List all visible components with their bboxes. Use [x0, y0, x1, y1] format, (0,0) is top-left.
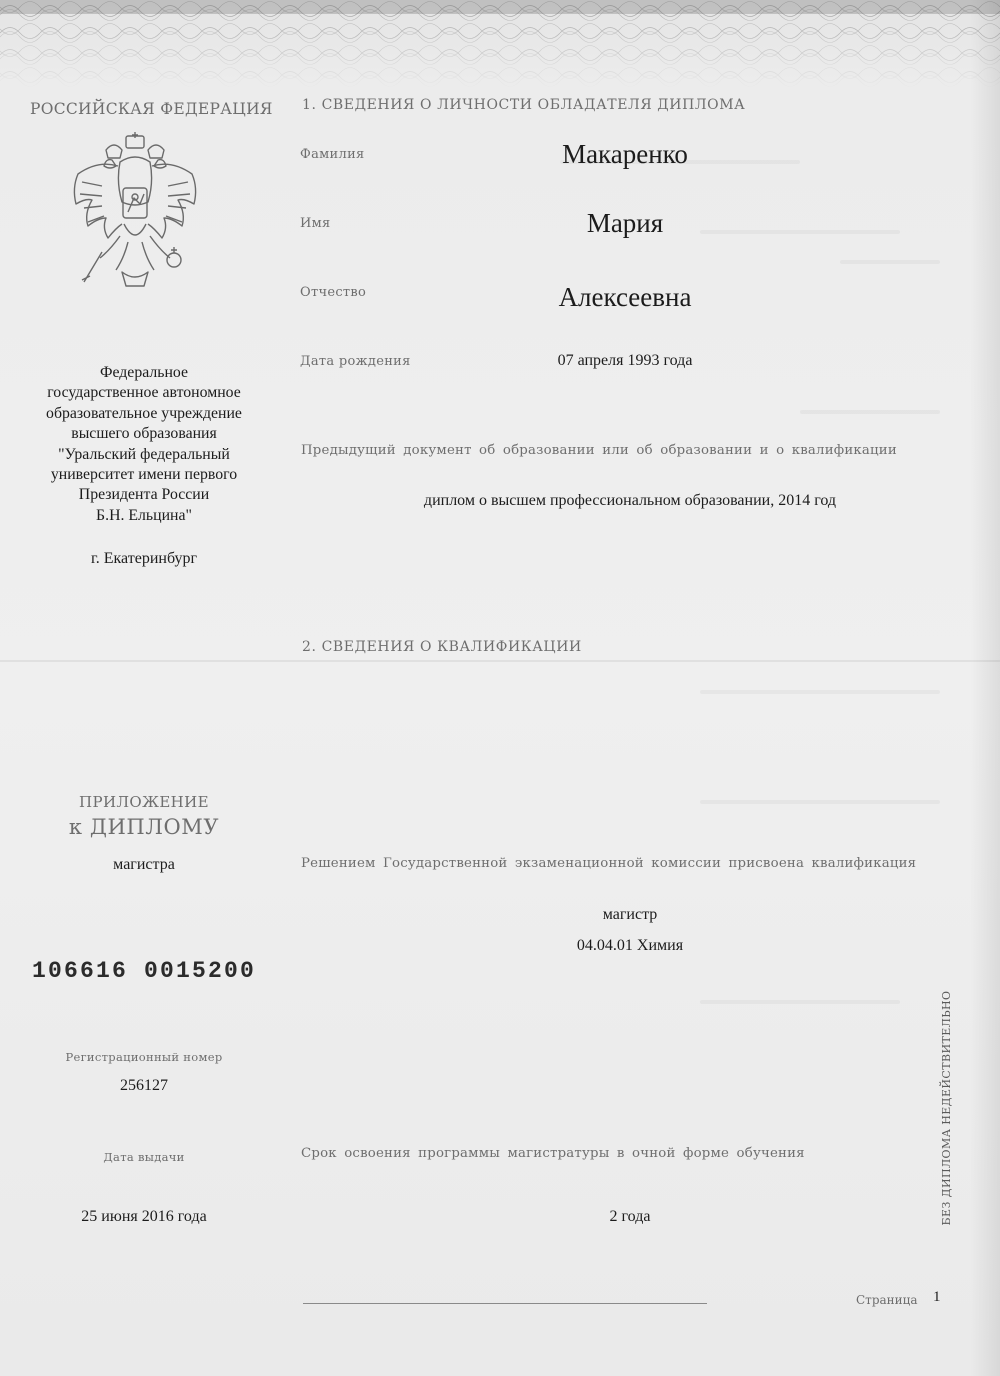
issuing-country: РОССИЙСКАЯ ФЕДЕРАЦИЯ [30, 100, 273, 118]
registration-number: 256127 [120, 1077, 168, 1094]
patronymic-value: Алексеевна [558, 282, 692, 312]
study-duration-label: Срок освоения программы магистратуры в очной форме обучения [301, 1146, 805, 1161]
bleed-through [700, 800, 940, 804]
appendix-subtitle: к ДИПЛОМУ [68, 815, 220, 839]
section-1-heading: 1. СВЕДЕНИЯ О ЛИЧНОСТИ ОБЛАДАТЕЛЯ ДИПЛОМА [302, 97, 746, 113]
surname-label: Фамилия [300, 147, 365, 162]
appendix-title: ПРИЛОЖЕНИЕ [79, 793, 209, 811]
section-2-heading: 2. СВЕДЕНИЯ О КВАЛИФИКАЦИИ [302, 639, 582, 655]
footer-divider [303, 1303, 707, 1304]
previous-document-label: Предыдущий документ об образовании или об образовании и о квалификации [301, 443, 897, 458]
institution-line: высшего образования [71, 425, 217, 443]
institution-line: "Уральский федеральный [58, 445, 230, 463]
bleed-through [700, 690, 940, 694]
degree-level: магистра [113, 856, 175, 873]
issue-date: 25 июня 2016 года [81, 1208, 207, 1225]
first-name-value: Мария [586, 208, 664, 238]
study-duration-value: 2 года [609, 1208, 651, 1225]
birth-date-value: 07 апреля 1993 года [557, 352, 693, 369]
previous-document-value: диплом о высшем профессиональном образовании, 2014 год [423, 492, 837, 509]
russian-coat-of-arms-icon [62, 132, 208, 292]
bleed-through [800, 410, 940, 414]
bleed-through [700, 1000, 900, 1004]
paper-fold [0, 660, 1000, 662]
issue-date-label: Дата выдачи [103, 1150, 185, 1164]
registration-number-label: Регистрационный номер [65, 1050, 223, 1064]
page-edge-shadow [970, 0, 1000, 1376]
patronymic-label: Отчество [300, 285, 367, 300]
institution-line: Президента России [78, 486, 210, 504]
qualification-decision-label: Решением Государственной экзаменационной комиссии присвоена квалификация [301, 856, 917, 871]
institution-line: Федеральное [99, 364, 189, 381]
qualification-value: магистр [602, 906, 658, 923]
institution-city: г. Екатеринбург [90, 550, 198, 567]
institution-line: государственное автономное [47, 384, 241, 402]
validity-side-note: БЕЗ ДИПЛОМА НЕДЕЙСТВИТЕЛЬНО [940, 990, 953, 1226]
blank-serial-number: 106616 0015200 [31, 958, 257, 984]
institution-name [20, 363, 268, 526]
birth-date-label: Дата рождения [300, 354, 411, 369]
page-number: 1 [933, 1289, 941, 1305]
institution-line: университет имени первого [50, 466, 238, 484]
surname-value: Макаренко [562, 139, 688, 169]
page-label: Страница [856, 1293, 918, 1307]
first-name-label: Имя [300, 216, 331, 231]
institution-line: образовательное учреждение [46, 404, 242, 422]
guilloche-border [0, 0, 1000, 90]
specialty-value: 04.04.01 Химия [576, 937, 684, 954]
institution-line: Б.Н. Ельцина" [96, 506, 192, 524]
bleed-through [840, 260, 940, 264]
